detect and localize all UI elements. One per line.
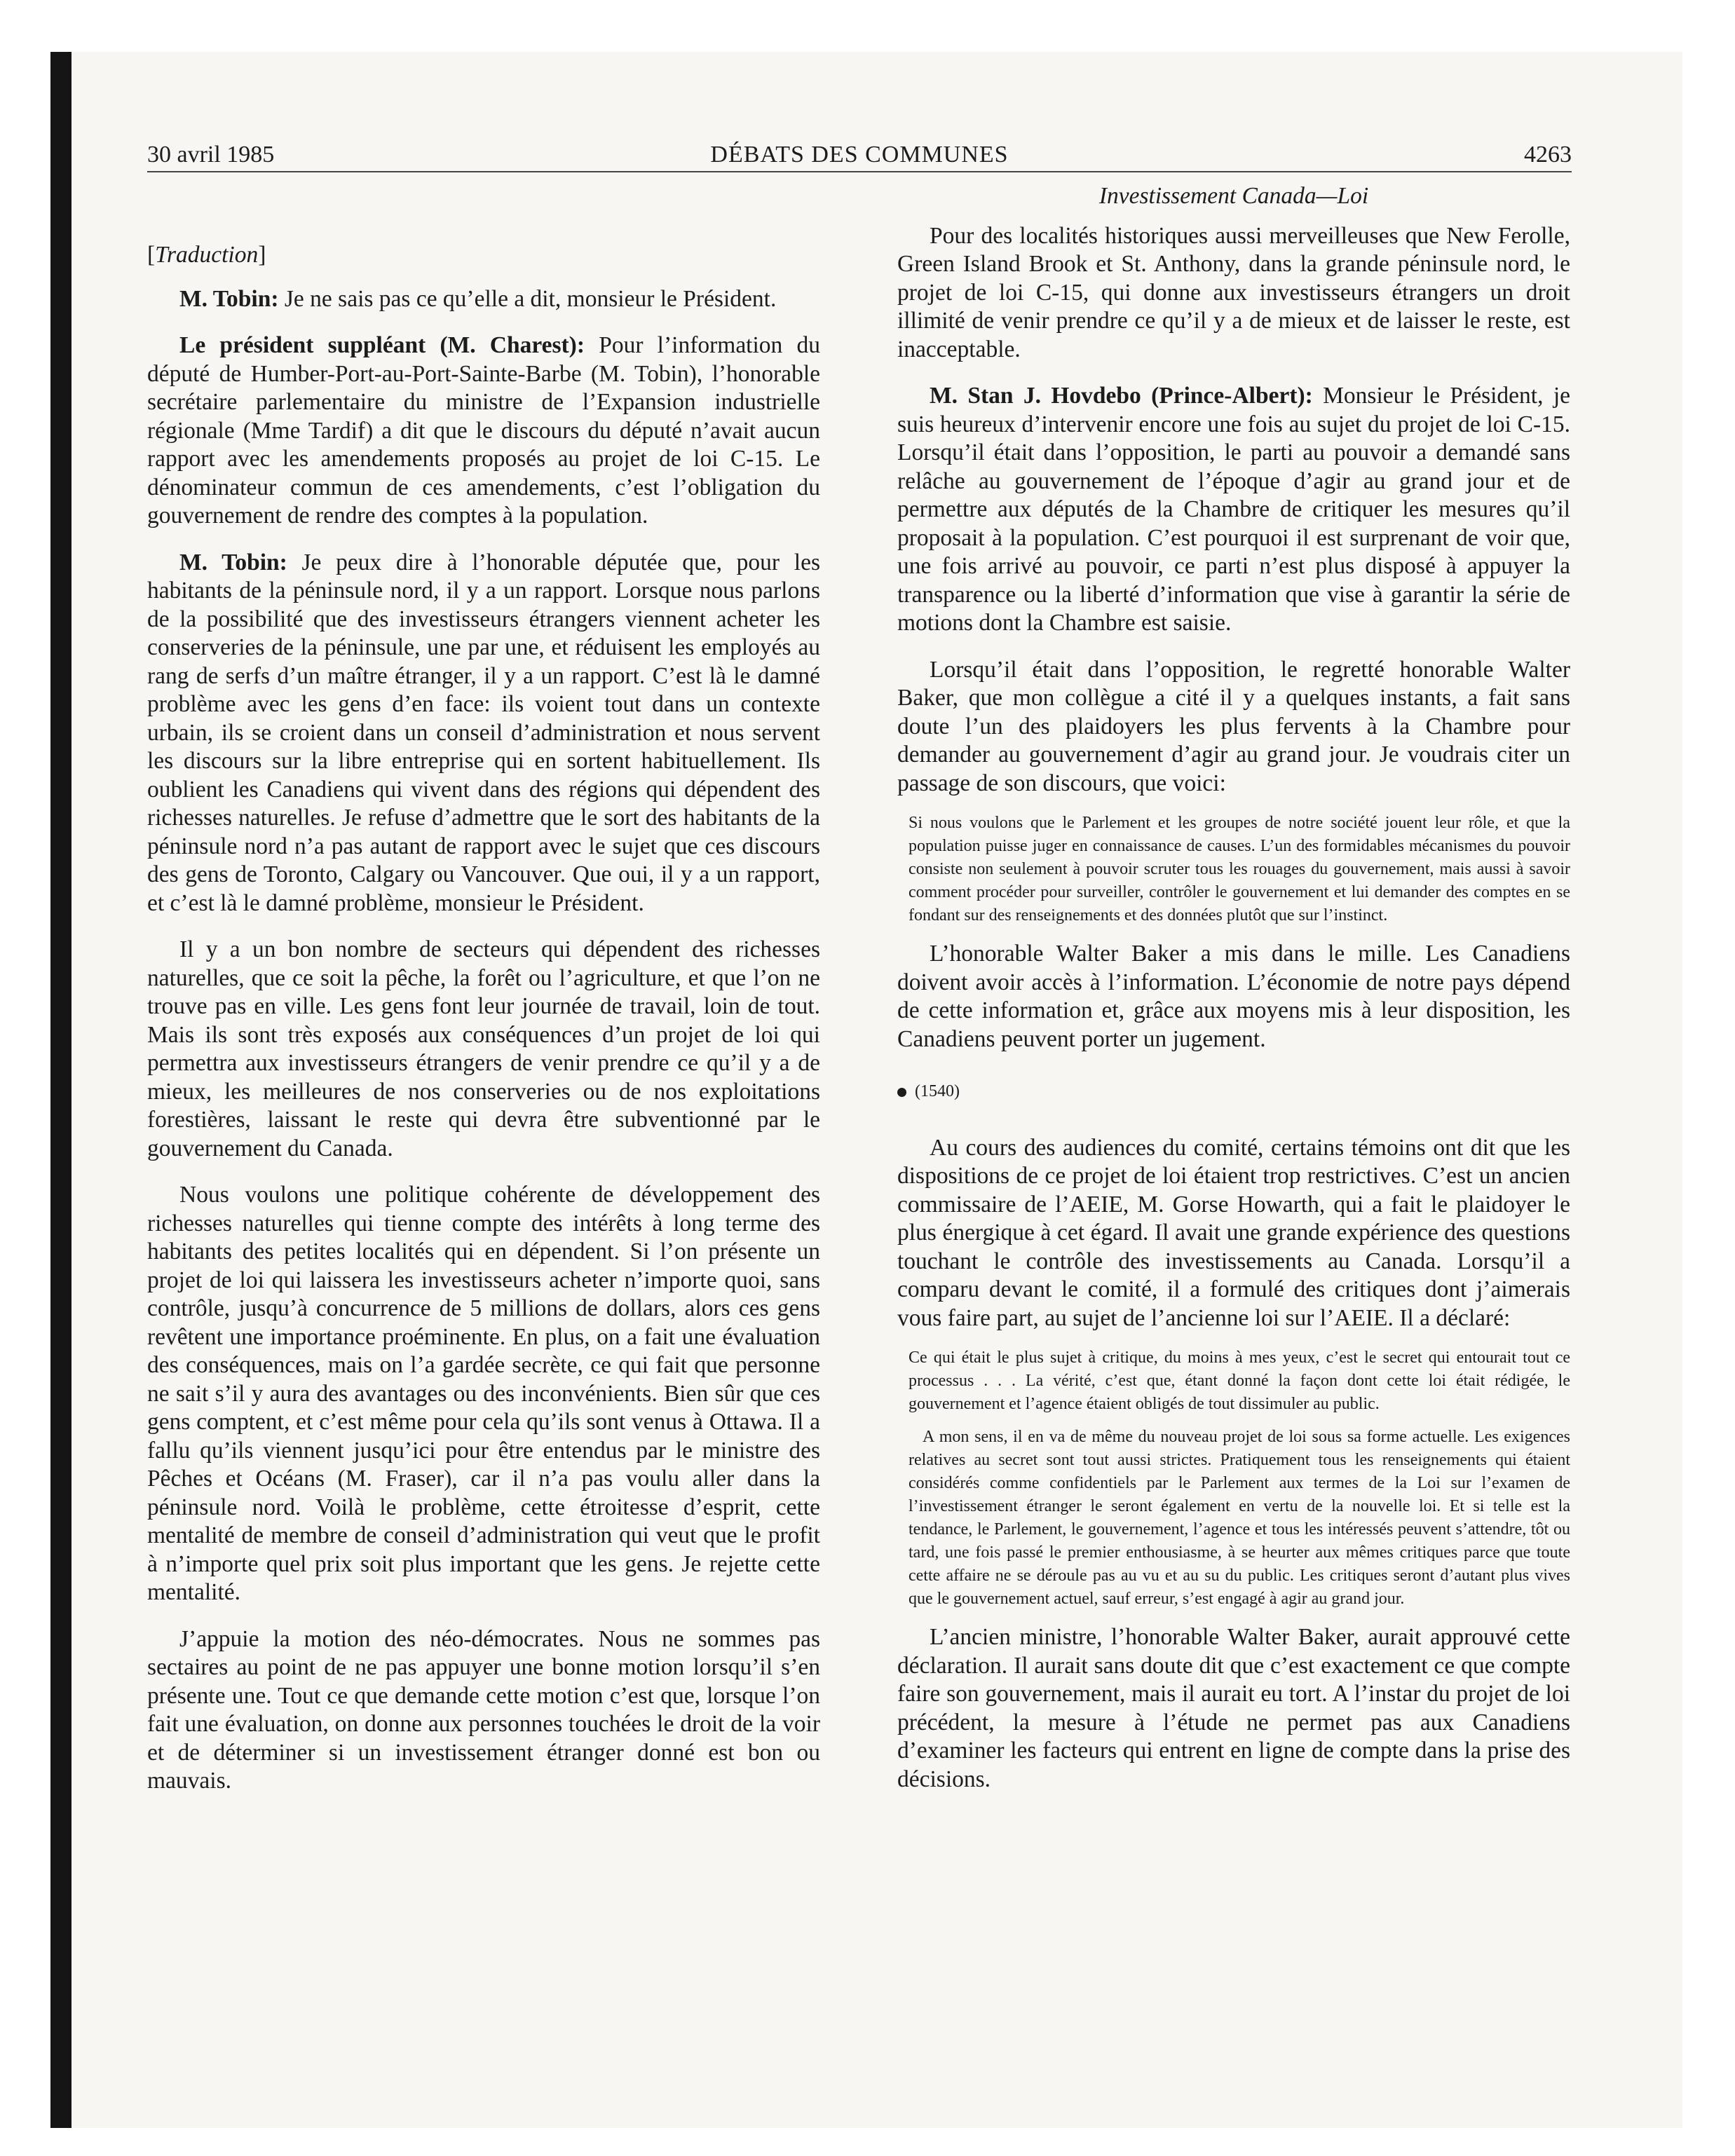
quote-text: Si nous voulons que le Parlement et les groupes de notre société jouent leur rôle, et que la population puisse juger en connaissance de causes. L’un des formidables mécanismes du pouvoir consiste non seulement à pouvoir scruter tous les rouages du gouvernement, mais aussi à savoir comment procéder pour surveiller, contrôler le gouvernement et lui demander des comptes en se fondant sur des renseignements et des données plutôt que sur l’instinct. xyxy=(909,814,1570,925)
speaker-name: M. Tobin: xyxy=(179,549,287,575)
paragraph xyxy=(897,382,1570,638)
speech-text: J’appuie la motion des néo-démocrates. Nous ne sommes pas sectaires au point de ne pas appuyer une bonne motion lorsqu’il s’en présente une. Tout ce que demande cette motion c’est que, lorsque l’on fait une évaluation, on donne aux personnes touchées le droit de la voir et de déterminer si un investissement étranger donné est bon ou mauvais. xyxy=(147,1625,820,1794)
paragraph xyxy=(147,285,820,314)
header-title: DÉBATS DES COMMUNES xyxy=(710,142,1009,168)
header-date: 30 avril 1985 xyxy=(147,142,275,168)
speaker-name: M. Tobin: xyxy=(179,285,279,312)
paragraph: Au cours des audiences du comité, certains témoins ont dit que les dispositions de ce projet de loi étaient trop restrictives. C’est un ancien commissaire de l’AEIE, M. Gorse Howarth, qui a fait le plaidoyer le plus énergique à cet égard. Il avait une grande expérience des questions touchant le contrôle des investissements au Canada. Lorsqu’il a comparu devant le comité, il a formulé des critiques dont j’aimerais vous faire part, au sujet de l’ancienne loi sur l’AEIE. Il a déclaré: xyxy=(897,1134,1570,1331)
paragraph xyxy=(147,936,820,1163)
paragraph xyxy=(147,332,820,531)
speech-text: Je ne sais pas ce qu’elle a dit, monsieur le Président. xyxy=(278,285,777,312)
speaker-name: M. Stan J. Hovdebo (Prince-Albert): xyxy=(930,383,1313,409)
block-quote xyxy=(897,1346,1570,1611)
time-marker: (1540) xyxy=(897,1077,1570,1106)
running-head: Investissement Canada—Loi xyxy=(1098,183,1369,209)
bullet-icon xyxy=(897,1088,906,1097)
page-header xyxy=(147,132,1572,172)
speech-text: Nous voulons une politique cohérente de développement des richesses naturelles qui tienne compte des intérêts à long terme des habitants des petites localités qui en dépendent. Si l’on présente un projet de loi qui laissera les investisseurs acheter n’importe quoi, sans contrôle, jusqu’à concurrence de 5 millions de dollars, alors ces gens revêtent une importance proéminente. En plus, on a fait une évaluation des conséquences, mais on l’a gardée secrète, ce qui fait que personne ne sait s’il y aura des avantages ou des inconvénients. Bien sûr que ces gens comptent, et c’est même pour cela qu’ils sont venus à Ottawa. Il a fallu qu’ils viennent jusqu’ici pour être entendus par le ministre des Pêches et Océans (M. Fraser), car il n’a pas voulu aller dans la péninsule nord. Voilà le problème, cette étroitesse d’esprit, cette mentalité de membre de conseil d’administration qui veut que le profit à n’importe quel prix soit plus important que les gens. Je rejette cette mentalité. xyxy=(147,1182,820,1605)
block-quote xyxy=(897,812,1570,927)
paragraph xyxy=(147,549,820,918)
paragraph xyxy=(147,1625,820,1796)
page-number: 4263 xyxy=(1524,142,1572,168)
speech-text: Je peux dire à l’honorable députée que, pour les habitants de la péninsule nord, il y a un rapport. Lorsque nous parlons de la possibilité que des investisseurs étrangers viennent acheter les conserveries de la péninsule, une par une, et réduisent les employés au rang de serfs d’un maître étranger, il y a un rapport. C’est là le damné problème avec les gens d’en face: ils voient tout dans un contexte urbain, ils se croient dans un conseil d’administration et nous servent les discours sur la libre entreprise qui en sortent habituellement. Ils oublient les Canadiens qui vivent dans des régions qui dépendent des richesses naturelles. Je refuse d’admettre que le sort des habitants de la péninsule nord n’a pas autant de rapport avec le sujet que ces discours des gens de Toronto, Calgary ou Vancouver. Que oui, il y a un rapport, et c’est là le damné problème, monsieur le Président. xyxy=(147,549,820,916)
speech-text: Il y a un bon nombre de secteurs qui dépendent des richesses naturelles, que ce soit la pêche, la forêt ou l’agriculture, et que l’on ne trouve pas en ville. Les gens font leur journée de travail, loin de tout. Mais ils sont très exposés aux conséquences d’un projet de loi qui permettra aux investisseurs étrangers de venir prendre ce qu’il y a de mieux, les meilleures de nos conserveries ou de nos exploitations forestières, laissant le reste qui devra être subventionné par le gouvernement du Canada. xyxy=(147,936,820,1161)
paragraph: Lorsqu’il était dans l’opposition, le regretté honorable Walter Baker, que mon collègue a cité il y a quelques instants, a fait sans doute l’un des plaidoyers les plus fervents à la Chambre pour demander au gouvernement d’agir au grand jour. Je voudrais citer un passage de son discours, que voici: xyxy=(897,656,1570,796)
paragraph: Pour des localités historiques aussi merveilleuses que New Ferolle, Green Island Brook et St. Anthony, dans la grande péninsule nord, le projet de loi C-15, qui donne aux investisseurs étrangers un droit illimité de venir prendre ce qu’il y a de mieux et de laisser le reste, est inacceptable. xyxy=(897,222,1570,362)
quote-text: A mon sens, il en va de même du nouveau projet de loi sous sa forme actuelle. Les exigences relatives au secret sont tout aussi strictes. Pratiquement tous les renseignements qui étaient considérés comme confidentiels par le Parlement aux termes de la Loi sur l’examen de l’investissement étranger le seront également en vertu de la nouvelle loi. Et si telle est la tendance, le Parlement, le gouvernement, l’agence et tous les intéressés peuvent s’attendre, tôt ou tard, une fois passé le premier enthousiasme, à se heurter aux mêmes critiques parce que toute cette affaire ne se déroule pas au vu et au su du public. Les critiques seront d’autant plus vives que le gouvernement actuel, sauf erreur, s’est engagé à agir au grand jour. xyxy=(909,1428,1570,1608)
right-column xyxy=(897,182,1570,1794)
speech-text: Pour l’information du député de Humber-Port-au-Port-Sainte-Barbe (M. Tobin), l’honorable secrétaire parlementaire du ministre de l’Expansion industrielle régionale (Mme Tardif) a dit que le discours du député n’avait aucun rapport avec les amendements proposés au projet de loi C-15. Le dénominateur commun de ces amendements, c’est l’obligation du gouvernement de rendre des comptes à la population. xyxy=(147,332,820,528)
speech-text: Monsieur le Président, je suis heureux d’intervenir encore une fois au sujet du projet de loi C-15. Lorsqu’il était dans l’opposition, le parti au pouvoir a demandé sans relâche au gouvernement de l’époque d’agir au grand jour et de permettre aux députés de la Chambre de critiquer les mesures qu’il proposait à la population. C’est pourquoi il est surprenant de voir que, une fois arrivé au pouvoir, ce parti n’est plus disposé à appuyer la transparence ou la liberté d’information que vise à garantir la série de motions dont la Chambre est saisie. xyxy=(897,383,1570,636)
paragraph: L’honorable Walter Baker a mis dans le mille. Les Canadiens doivent avoir accès à l’information. L’économie de notre pays dépend de cette information et, grâce aux moyens mis à leur disposition, les Canadiens peuvent porter un jugement. xyxy=(897,941,1570,1052)
speaker-name: Le président suppléant (M. Charest): xyxy=(179,332,585,358)
binding-edge xyxy=(50,52,72,2128)
translation-note: [Traduction] xyxy=(147,242,266,268)
left-paragraphs xyxy=(147,285,820,1796)
paragraph: L’ancien ministre, l’honorable Walter Baker, aurait approuvé cette déclaration. Il aurait sans doute dit que c’est exactement ce que compte faire son gouvernement, mais il aurait eu tort. A l’instar du projet de loi précédent, la mesure à l’étude ne permet pas aux Canadiens d’examiner les facteurs qui entrent en ligne de compte dans la prise des décisions. xyxy=(897,1624,1570,1792)
paragraph xyxy=(147,1181,820,1607)
left-column xyxy=(147,182,820,1796)
quote-text: Ce qui était le plus sujet à critique, du moins à mes yeux, c’est le secret qui entourait tout ce processus . . . La vérité, c’est que, étant donné la façon dont cette loi était rédigée, le gouvernement et l’agence étaient obligés de tout dissimuler au public. xyxy=(909,1349,1570,1413)
